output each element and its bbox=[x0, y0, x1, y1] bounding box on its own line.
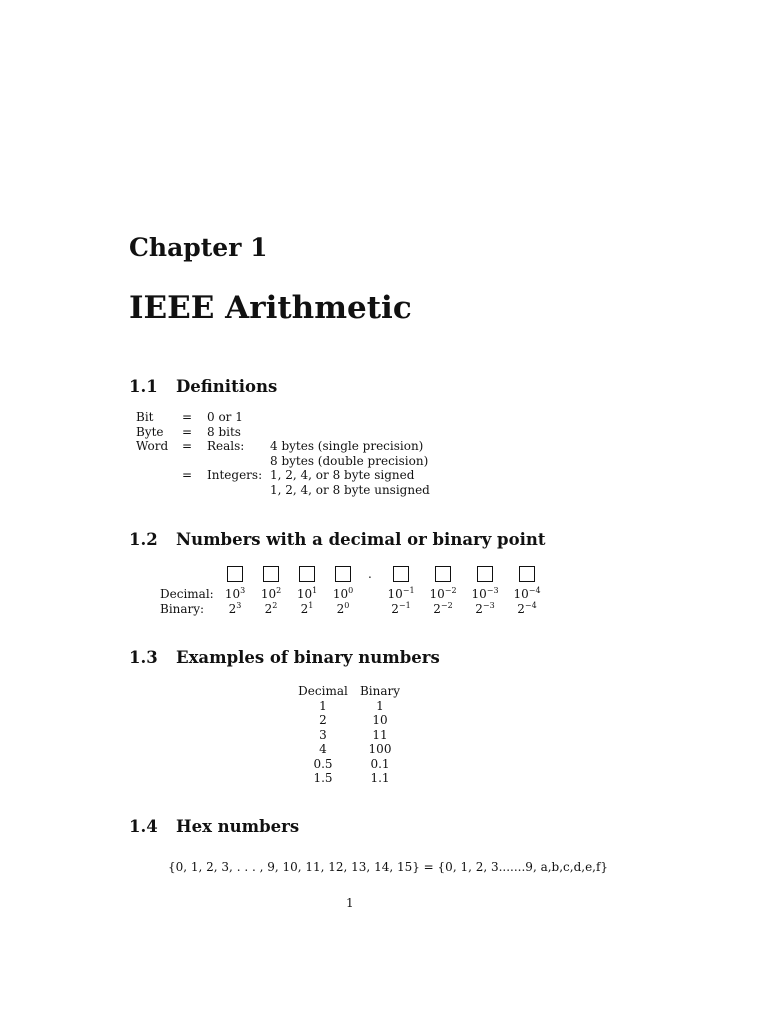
definitions-table bbox=[136, 410, 436, 500]
page-number: 1 bbox=[346, 896, 354, 910]
column-header: Decimal bbox=[298, 684, 348, 698]
place-value-diagram bbox=[150, 562, 550, 622]
decimal-power: $10^3$ bbox=[224, 586, 246, 601]
digit-box bbox=[227, 566, 243, 582]
section-number: 1.1 bbox=[129, 377, 158, 396]
section-number: 1.3 bbox=[129, 648, 158, 667]
definition-detail: 1, 2, 4, or 8 byte signed bbox=[270, 468, 415, 483]
table-cell: 100 bbox=[368, 742, 392, 756]
page-title: IEEE Arithmetic bbox=[129, 290, 412, 326]
table-cell: 1.5 bbox=[313, 771, 333, 785]
binary-row-label: Binary: bbox=[160, 602, 205, 616]
binary-power: $2^3$ bbox=[228, 601, 242, 616]
binary-examples-table bbox=[296, 684, 406, 789]
table-cell: 1 bbox=[319, 698, 327, 713]
section-number: 1.4 bbox=[129, 817, 158, 836]
digit-box bbox=[299, 566, 315, 582]
binary-column bbox=[356, 684, 404, 786]
definition-value: 8 bits bbox=[207, 424, 241, 439]
hex-equation: {0, 1, 2, 3, . . . , 9, 10, 11, 12, 13, 14, 15} = {0, 1, 2, 3.......9, a,b,c,d,e,f} bbox=[168, 860, 609, 874]
decimal-power: $10^{-3}$ bbox=[471, 586, 499, 601]
definition-term: Bit bbox=[136, 410, 154, 424]
definition-detail: 8 bytes (double precision) bbox=[270, 453, 429, 468]
digit-box bbox=[477, 566, 493, 582]
decimal-power: $10^2$ bbox=[260, 586, 282, 601]
definition-equals: = bbox=[182, 410, 193, 424]
decimal-power: $10^1$ bbox=[296, 586, 318, 601]
decimal-power: $10^0$ bbox=[332, 586, 354, 601]
binary-power: $2^{-2}$ bbox=[433, 601, 453, 616]
decimal-power: $10^{-4}$ bbox=[513, 586, 541, 601]
definition-term: Word bbox=[136, 439, 169, 454]
binary-power: $2^{-1}$ bbox=[391, 601, 411, 616]
decimal-power: $10^{-1}$ bbox=[387, 586, 415, 601]
definition-term: Byte bbox=[136, 424, 164, 439]
table-cell: 3 bbox=[319, 727, 327, 742]
binary-power: $2^{-3}$ bbox=[475, 601, 495, 616]
binary-power: $2^1$ bbox=[300, 601, 314, 616]
chapter-label: Chapter 1 bbox=[129, 233, 268, 262]
table-cell: 0.1 bbox=[370, 756, 390, 771]
section-title: Definitions bbox=[176, 377, 278, 396]
definition-detail: 1, 2, 4, or 8 byte unsigned bbox=[270, 483, 430, 497]
table-cell: 4 bbox=[319, 742, 327, 756]
decimal-power: $10^{-2}$ bbox=[429, 586, 457, 601]
table-cell: 1.1 bbox=[370, 771, 390, 785]
section-title: Numbers with a decimal or binary point bbox=[176, 530, 546, 549]
radix-point: . bbox=[368, 567, 372, 581]
definition-equals: = bbox=[182, 439, 193, 454]
definition-value: 0 or 1 bbox=[207, 410, 243, 424]
binary-power: $2^2$ bbox=[264, 601, 278, 616]
section-title: Examples of binary numbers bbox=[176, 648, 440, 667]
column-header: Binary bbox=[359, 684, 401, 698]
table-cell: 1 bbox=[376, 698, 384, 713]
section-title: Hex numbers bbox=[176, 817, 300, 836]
digit-box bbox=[263, 566, 279, 582]
table-cell: 10 bbox=[372, 713, 388, 727]
table-cell: 0.5 bbox=[313, 756, 333, 771]
decimal-column bbox=[296, 684, 350, 786]
decimal-row-label: Decimal: bbox=[160, 587, 214, 601]
binary-power: $2^0$ bbox=[336, 601, 350, 616]
definition-equals: = bbox=[182, 468, 193, 483]
table-cell: 2 bbox=[319, 713, 327, 727]
digit-box bbox=[393, 566, 409, 582]
definition-equals: = bbox=[182, 424, 193, 439]
section-number: 1.2 bbox=[129, 530, 158, 549]
digit-box bbox=[335, 566, 351, 582]
digit-box bbox=[435, 566, 451, 582]
definition-value: Integers: bbox=[207, 468, 263, 483]
definition-value: Reals: bbox=[207, 439, 245, 454]
binary-power: $2^{-4}$ bbox=[517, 601, 537, 616]
digit-box bbox=[519, 566, 535, 582]
table-cell: 11 bbox=[372, 727, 388, 742]
definition-detail: 4 bytes (single precision) bbox=[270, 439, 424, 454]
